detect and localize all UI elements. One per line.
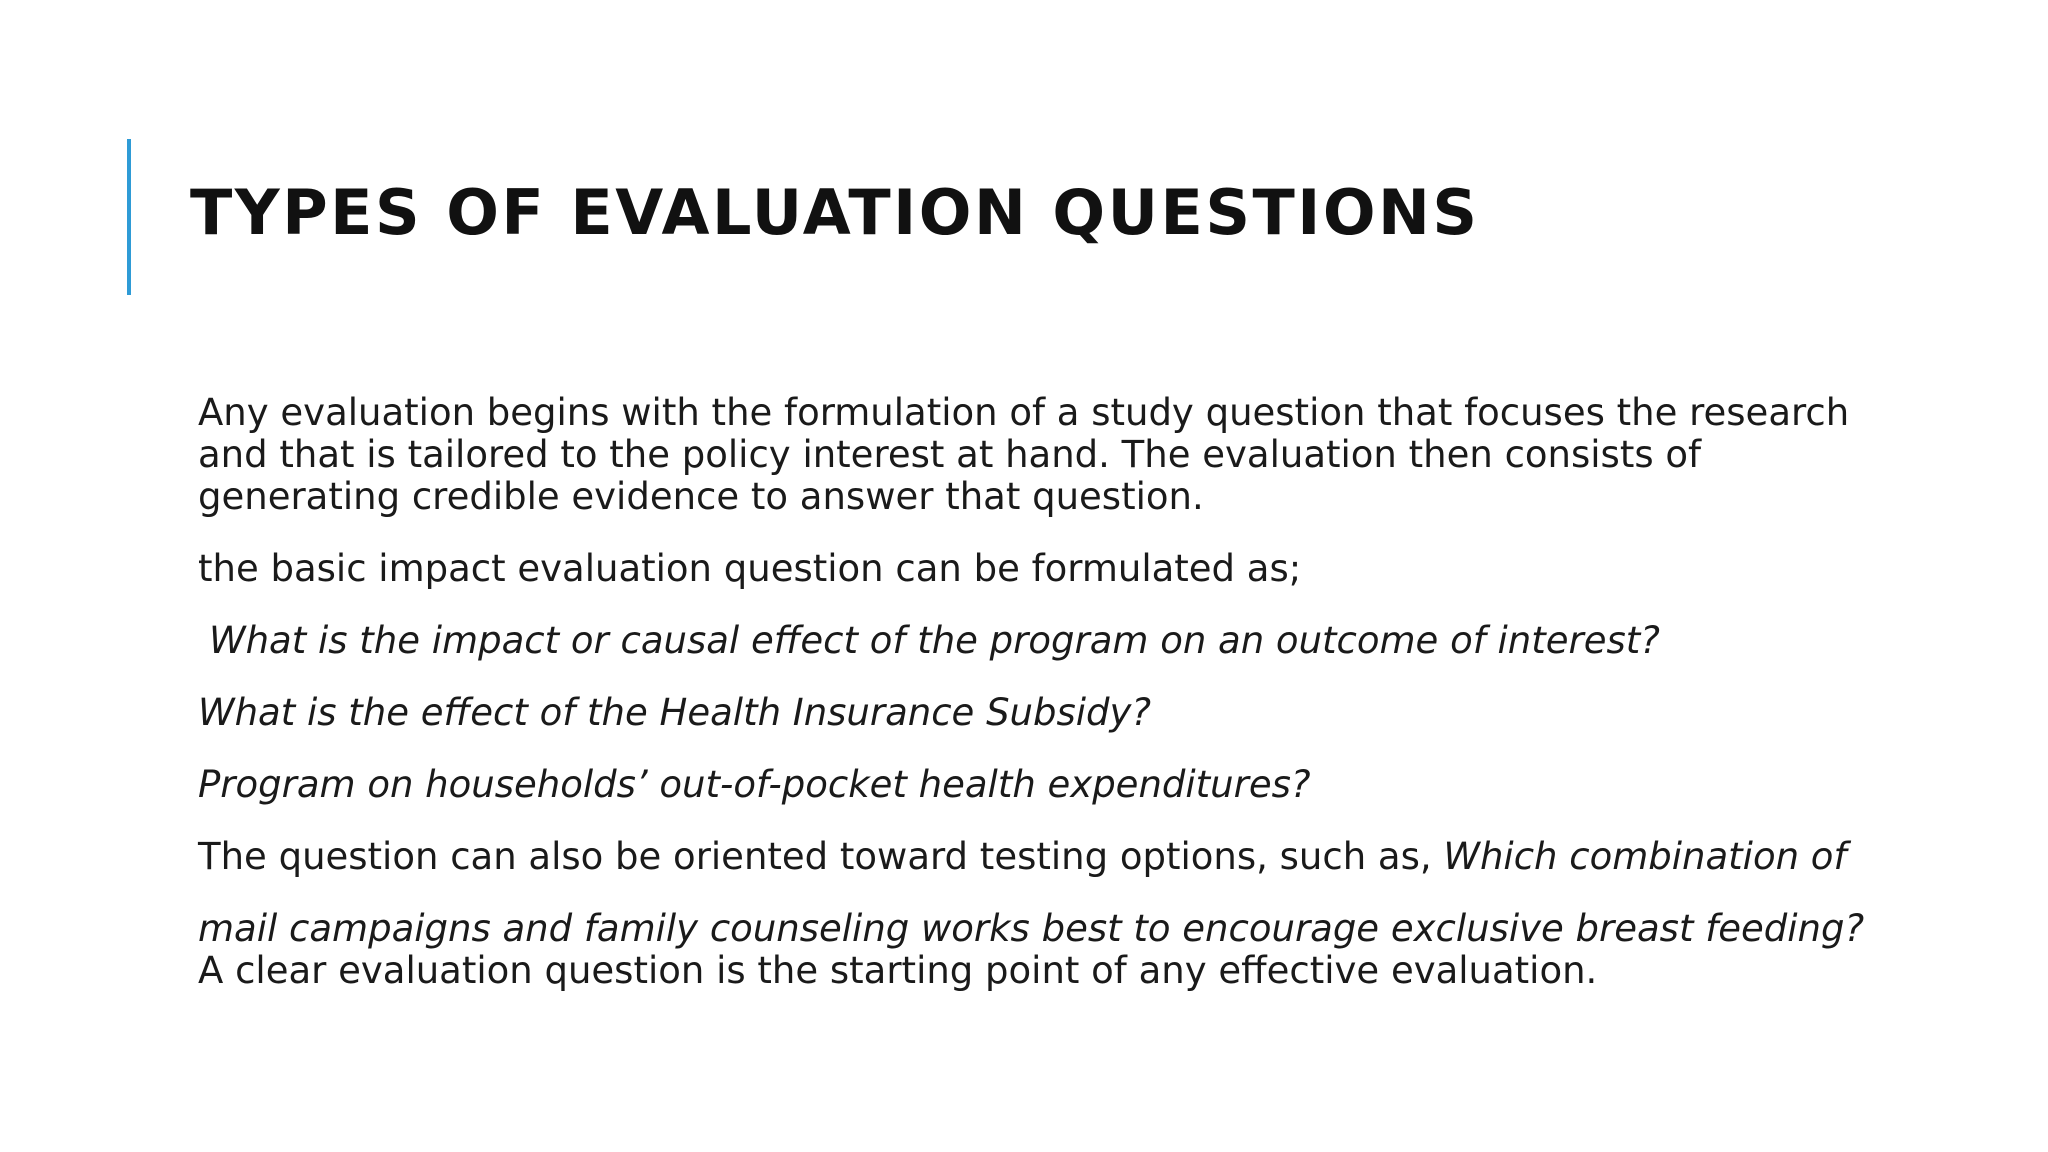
testing-options-example: Which combination of [1443, 835, 1847, 878]
body-paragraph-health-subsidy: What is the effect of the Health Insurance Subsidy? [198, 691, 1152, 734]
body-paragraph-intro: Any evaluation begins with the formulation of a study question that focuses the research and that is tailored to the policy interest at hand. The evaluation then consists of generating credible evidence to answer that question. [198, 391, 1850, 518]
slide-title: TYPES OF EVALUATION QUESTIONS [190, 176, 1480, 249]
title-accent-bar [127, 139, 131, 295]
body-paragraph-household-expenditures: Program on households’ out-of-pocket health expenditures? [198, 763, 1311, 806]
body-paragraph-basic-question: the basic impact evaluation question can be formulated as; [198, 547, 1302, 590]
body-paragraph-conclusion [198, 908, 1898, 992]
conclusion-text: A clear evaluation question is the starting point of any effective evaluation. [198, 949, 1598, 992]
body-paragraph-impact-question: What is the impact or causal effect of the program on an outcome of interest? [209, 619, 1660, 662]
body-paragraph-testing-options [198, 836, 1898, 878]
conclusion-example: mail campaigns and family counseling works best to encourage exclusive breast feeding? [198, 907, 1865, 950]
slide-body [198, 392, 1898, 1022]
testing-options-text: The question can also be oriented toward testing options, such as, [198, 835, 1444, 878]
